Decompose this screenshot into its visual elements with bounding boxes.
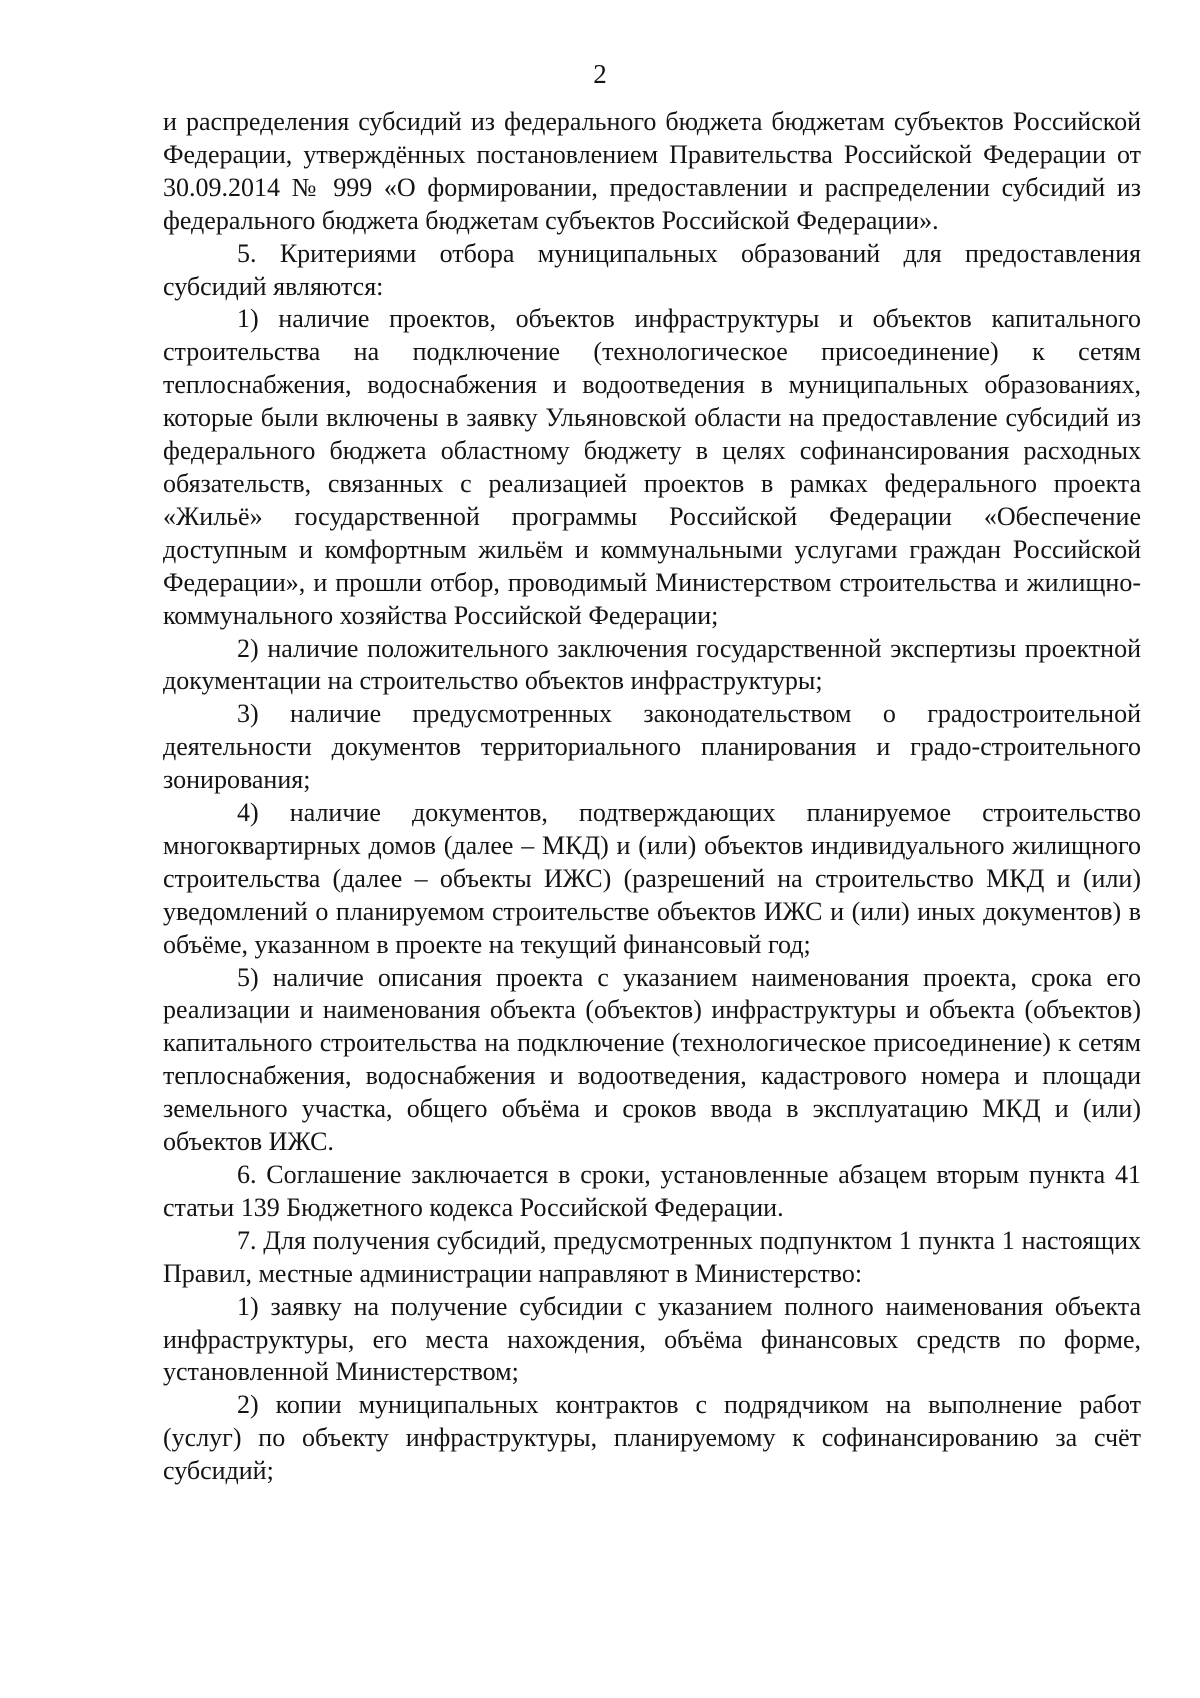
paragraph-item-5-1: 1) наличие проектов, объектов инфраструктуры и объектов капитального строительства на подключение (технологическое присоединение) к сетям теплоснабжения, водоснабжения и водоотведения в муниципальных образованиях, которые были включены в заявку Ульяновской области на предоставление субсидий из федерального бюджета областному бюджету в целях софинансирования расходных обязательств, связанных с реализацией проектов в рамках федерального проекта «Жильё» государственной программы Российской Федерации «Обеспечение доступным и комфортным жильём и коммунальными услугами граждан Российской Федерации», и прошли отбор, проводимый Министерством строительства и жилищно-коммунального хозяйства Российской Федерации; (163, 304, 1141, 630)
paragraph-item-5-3: 3) наличие предусмотренных законодательством о градостроительной деятельности документов территориального планирования и градо-строительного зонирования; (163, 699, 1141, 795)
paragraph-item-5-5: 5) наличие описания проекта с указанием наименования проекта, срока его реализации и наименования объекта (объектов) инфраструктуры и объекта (объектов) капитального строительства на подключение (технологическое присоединение) к сетям теплоснабжения, водоснабжения и водоотведения, кадастрового номера и площади земельного участка, общего объёма и сроков ввода в эксплуатацию МКД и (или) объектов ИЖС. (163, 962, 1141, 1157)
paragraph-continuation: и распределения субсидий из федерального бюджета бюджетам субъектов Российской Федерации, утверждённых постановлением Правительства Российской Федерации от 30.09.2014 № 999 «О формировании, предоставлении и распределении субсидий из федерального бюджета бюджетам субъектов Российской Федерации». (163, 107, 1141, 235)
paragraph-item-5: 5. Критериями отбора муниципальных образований для предоставления субсидий являются: (163, 238, 1141, 301)
paragraph-item-7-1: 1) заявку на получение субсидии с указанием полного наименования объекта инфраструктуры, его места нахождения, объёма финансовых средств по форме, установленной Министерством; (163, 1291, 1141, 1387)
paragraph-item-5-4: 4) наличие документов, подтверждающих планируемое строительство многоквартирных домов (далее – МКД) и (или) объектов индивидуального жилищного строительства (далее – объекты ИЖС) (разрешений на строительство МКД и (или) уведомлений о планируемом строительстве объектов ИЖС и (или) иных документов) в объёме, указанном в проекте на текущий финансовый год; (163, 798, 1141, 959)
page-number: 2 (593, 59, 607, 89)
paragraph-item-7: 7. Для получения субсидий, предусмотренных подпунктом 1 пункта 1 настоящих Правил, местные администрации направляют в Министерство: (163, 1225, 1141, 1288)
paragraph-item-5-2: 2) наличие положительного заключения государственной экспертизы проектной документации на строительство объектов инфраструктуры; (163, 633, 1141, 696)
paragraph-item-7-2: 2) копии муниципальных контрактов с подрядчиком на выполнение работ (услуг) по объекту инфраструктуры, планируемому к софинансированию за счёт субсидий; (163, 1390, 1141, 1486)
paragraph-item-6: 6. Соглашение заключается в сроки, установленные абзацем вторым пункта 41 статьи 139 Бюджетного кодекса Российской Федерации. (163, 1160, 1141, 1222)
document-body (163, 106, 1141, 1488)
